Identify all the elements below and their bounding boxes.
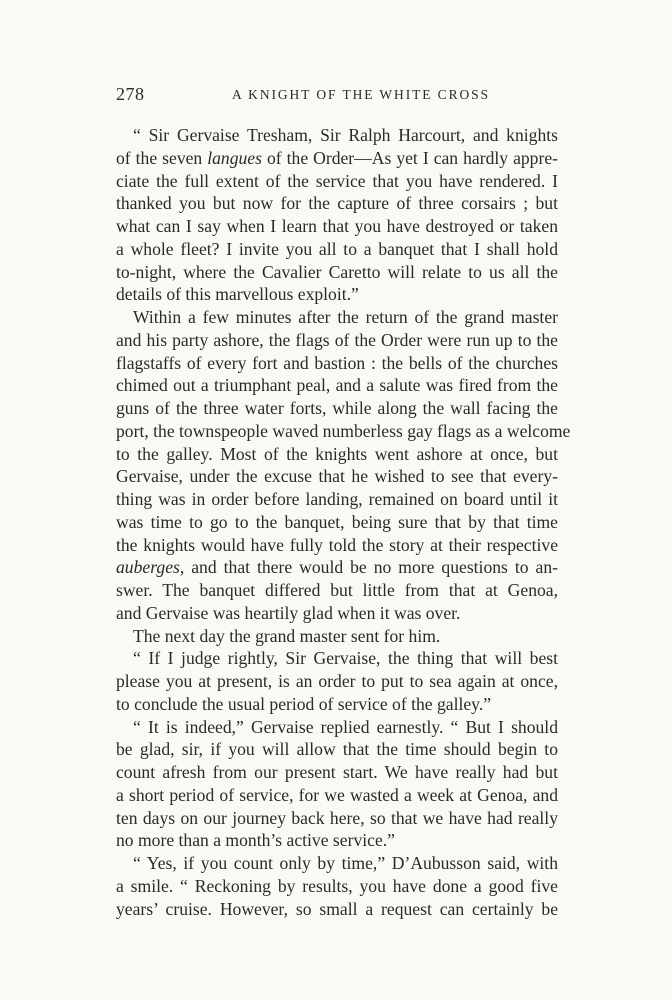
text-line: please you at present, is an order to put to sea again at once, — [116, 671, 558, 691]
text-line: the knights would have fully told the story at their respective — [116, 534, 558, 555]
text-line: and his party ashore, the flags of the Order were run up to the — [116, 329, 558, 350]
text-line: to conclude the usual period of service of the galley.” — [116, 693, 492, 714]
text-line: ciate the full extent of the service that you have rendered. I — [116, 170, 558, 191]
page-number: 278 — [116, 84, 145, 104]
text-line: was time to go to the banquet, being sure that by that time — [116, 511, 558, 532]
text-line: no more than a month’s active service.” — [116, 830, 395, 851]
text-line: Gervaise, under the excuse that he wished to see that every- — [116, 466, 558, 487]
text-line — [116, 556, 558, 579]
running-title: A KNIGHT OF THE WHITE CROSS — [232, 87, 490, 102]
text-line: to the galley. Most of the knights went ashore at once, but — [116, 443, 558, 464]
text-segment: of the seven — [116, 147, 208, 168]
text-line: details of this marvellous exploit.” — [116, 284, 359, 305]
italic-word: auberges — [116, 557, 180, 578]
text-line: be glad, sir, if you will allow that the time should begin to — [116, 739, 558, 760]
text-line: thing was in order before landing, remained on board until it — [116, 489, 558, 509]
text-line: swer. The banquet differed but little from that at Genoa, — [116, 580, 558, 600]
body-text — [116, 124, 571, 920]
italic-word: langues — [207, 147, 262, 168]
text-line: port, the townspeople waved numberless gay flags as a welcome — [116, 420, 571, 441]
text-segment: of the Order—As yet I can hardly appre- — [261, 147, 558, 168]
text-line: thanked you but now for the capture of three corsairs ; but — [116, 193, 558, 214]
text-line: guns of the three water forts, while along the wall facing the — [116, 398, 558, 418]
text-line — [116, 147, 558, 170]
text-line: count afresh from our present start. We have really had but — [116, 762, 558, 782]
text-line: and Gervaise was heartily glad when it was over. — [116, 602, 461, 623]
text-line: “ Sir Gervaise Tresham, Sir Ralph Harcourt, and knights — [133, 125, 558, 145]
text-line: flagstaffs of every fort and bastion : the bells of the churches — [116, 352, 558, 373]
text-line: a whole fleet? I invite you all to a banquet that I shall hold — [116, 238, 558, 259]
text-line: The next day the grand master sent for him. — [133, 625, 441, 646]
text-line: what can I say when I learn that you have destroyed or taken — [116, 216, 558, 236]
text-line: “ If I judge rightly, Sir Gervaise, the thing that will best — [133, 648, 558, 669]
text-line: Within a few minutes after the return of the grand master — [133, 307, 558, 327]
text-line: “ It is indeed,” Gervaise replied earnestly. “ But I should — [133, 716, 558, 737]
text-line: a smile. “ Reckoning by results, you have done a good five — [116, 875, 558, 896]
text-line: years’ cruise. However, so small a request can certainly be — [116, 898, 558, 919]
running-head — [116, 84, 558, 108]
text-line: chimed out a triumphant peal, and a salute was fired from the — [116, 375, 558, 396]
text-line: to-night, where the Cavalier Caretto will relate to us all the — [116, 261, 558, 282]
text-line: “ Yes, if you count only by time,” D’Aubusson said, with — [133, 853, 558, 873]
text-line: ten days on our journey back here, so that we have had really — [116, 807, 558, 828]
text-segment: , and that there would be no more questions to an- — [179, 557, 558, 578]
text-line: a short period of service, for we wasted a week at Genoa, and — [116, 784, 558, 805]
